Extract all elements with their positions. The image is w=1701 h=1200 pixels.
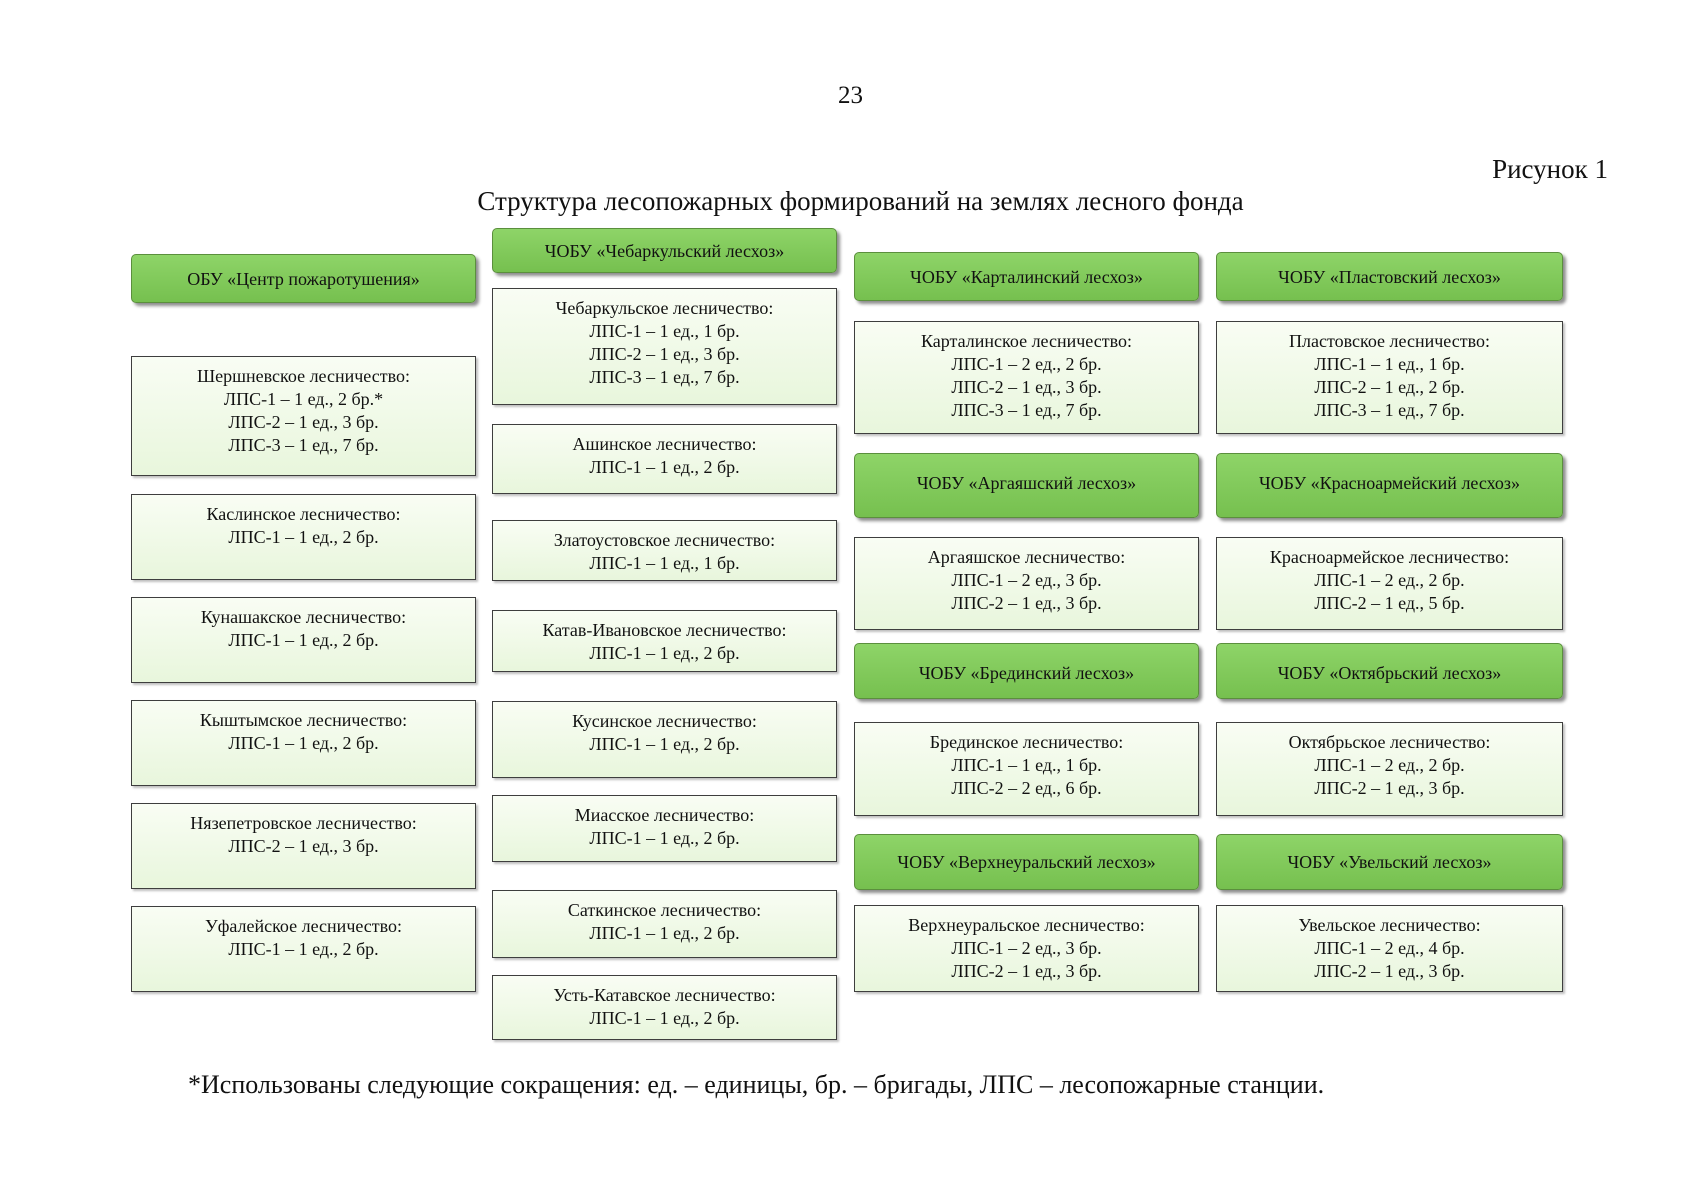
station-line: ЛПС-3 – 1 ед., 7 бр. xyxy=(951,400,1102,420)
station-line: ЛПС-1 – 2 ед., 4 бр. xyxy=(1314,938,1465,958)
station-line: ЛПС-2 – 1 ед., 3 бр. xyxy=(951,593,1102,613)
station-line: ЛПС-2 – 1 ед., 2 бр. xyxy=(1314,377,1465,397)
header-plast: ЧОБУ «Пластовский лесхоз» xyxy=(1216,252,1563,301)
forestry-box xyxy=(1216,905,1563,992)
station-line: ЛПС-1 – 2 ед., 2 бр. xyxy=(1314,570,1465,590)
station-line: ЛПС-1 – 1 ед., 2 бр. xyxy=(228,630,379,650)
station-line: ЛПС-2 – 1 ед., 3 бр. xyxy=(1314,961,1465,981)
forestry-box xyxy=(854,722,1199,816)
header-obu-fire-center: ОБУ «Центр пожаротушения» xyxy=(131,254,476,303)
header-krasnoarmeysk: ЧОБУ «Красноармейский лесхоз» xyxy=(1216,453,1563,518)
forestry-name: Чебаркульское лесничество: xyxy=(555,298,774,318)
header-verkhneuralsk: ЧОБУ «Верхнеуральский лесхоз» xyxy=(854,834,1199,890)
station-line: ЛПС-2 – 2 ед., 6 бр. xyxy=(951,778,1102,798)
forestry-name: Красноармейское лесничество: xyxy=(1269,547,1510,567)
forestry-box xyxy=(854,905,1199,992)
station-line: ЛПС-3 – 1 ед., 7 бр. xyxy=(228,435,379,455)
forestry-name: Пластовское лесничество: xyxy=(1289,331,1490,351)
forestry-name: Шершневское лесничество: xyxy=(197,366,410,386)
forestry-box xyxy=(1216,321,1563,434)
station-line: ЛПС-1 – 1 ед., 2 бр. xyxy=(589,923,740,943)
forestry-name: Октябрьское лесничество: xyxy=(1288,732,1491,752)
forestry-box xyxy=(1216,722,1563,816)
forestry-name: Усть-Катавское лесничество: xyxy=(553,985,776,1005)
header-chebarkul: ЧОБУ «Чебаркульский лесхоз» xyxy=(492,228,837,273)
forestry-name: Кыштымское лесничество: xyxy=(199,710,408,730)
station-line: ЛПС-1 – 1 ед., 2 бр. xyxy=(589,1008,740,1028)
station-line: ЛПС-2 – 1 ед., 5 бр. xyxy=(1314,593,1465,613)
forestry-name: Увельское лесничество: xyxy=(1298,915,1481,935)
station-line: ЛПС-1 – 2 ед., 3 бр. xyxy=(951,938,1102,958)
forestry-name: Уфалейское лесничество: xyxy=(204,916,403,936)
station-line: ЛПС-1 – 1 ед., 2 бр. xyxy=(589,734,740,754)
station-line: ЛПС-1 – 1 ед., 1 бр. xyxy=(589,321,740,341)
forestry-name: Нязепетровское лесничество: xyxy=(190,813,417,833)
forestry-box xyxy=(492,795,837,862)
footnote: *Использованы следующие сокращения: ед. – единицы, бр. – бригады, ЛПС – лесопожарные станции. xyxy=(188,1070,1325,1099)
header-argayash: ЧОБУ «Аргаяшский лесхоз» xyxy=(854,453,1199,518)
forestry-name: Карталинское лесничество: xyxy=(921,331,1132,351)
station-line: ЛПС-1 – 1 ед., 2 бр. xyxy=(589,457,740,477)
forestry-box xyxy=(131,494,476,580)
station-line: ЛПС-1 – 1 ед., 2 бр.* xyxy=(223,389,384,409)
station-line: ЛПС-1 – 2 ед., 2 бр. xyxy=(1314,755,1465,775)
forestry-box xyxy=(131,803,476,889)
forestry-box xyxy=(492,890,837,958)
header-uvelsky: ЧОБУ «Увельский лесхоз» xyxy=(1216,834,1563,890)
forestry-name: Саткинское лесничество: xyxy=(567,900,762,920)
forestry-box xyxy=(854,537,1199,630)
forestry-name: Аргаяшское лесничество: xyxy=(927,547,1126,567)
station-line: ЛПС-2 – 1 ед., 3 бр. xyxy=(1314,778,1465,798)
forestry-name: Ашинское лесничество: xyxy=(572,434,757,454)
station-line: ЛПС-3 – 1 ед., 7 бр. xyxy=(1314,400,1465,420)
forestry-box xyxy=(1216,537,1563,630)
forestry-box xyxy=(492,975,837,1040)
header-oktyabrsky: ЧОБУ «Октябрьский лесхоз» xyxy=(1216,643,1563,699)
forestry-box xyxy=(492,424,837,494)
station-line: ЛПС-1 – 2 ед., 2 бр. xyxy=(951,354,1102,374)
station-line: ЛПС-1 – 1 ед., 1 бр. xyxy=(951,755,1102,775)
header-kartaly: ЧОБУ «Карталинский лесхоз» xyxy=(854,252,1199,301)
station-line: ЛПС-2 – 1 ед., 3 бр. xyxy=(589,344,740,364)
forestry-name: Златоустовское лесничество: xyxy=(553,530,776,550)
station-line: ЛПС-3 – 1 ед., 7 бр. xyxy=(589,367,740,387)
station-line: ЛПС-1 – 1 ед., 2 бр. xyxy=(228,527,379,547)
forestry-name: Катав-Ивановское лесничество: xyxy=(542,620,787,640)
forestry-name: Брединское лесничество: xyxy=(929,732,1124,752)
forestry-name: Кунашакское лесничество: xyxy=(200,607,407,627)
page-number: 23 xyxy=(838,82,863,109)
forestry-name: Миасское лесничество: xyxy=(574,805,755,825)
station-line: ЛПС-2 – 1 ед., 3 бр. xyxy=(228,412,379,432)
forestry-name: Верхнеуральское лесничество: xyxy=(908,915,1145,935)
forestry-name: Кусинское лесничество: xyxy=(572,711,757,731)
diagram-title: Структура лесопожарных формирований на землях лесного фонда xyxy=(477,186,1244,216)
station-line: ЛПС-1 – 1 ед., 2 бр. xyxy=(589,828,740,848)
forestry-box xyxy=(131,356,476,476)
forestry-box xyxy=(492,701,837,778)
forestry-box xyxy=(131,700,476,786)
forestry-box xyxy=(492,520,837,581)
station-line: ЛПС-1 – 1 ед., 2 бр. xyxy=(589,643,740,663)
forestry-box xyxy=(854,321,1199,434)
header-bredy: ЧОБУ «Брединский лесхоз» xyxy=(854,643,1199,699)
forestry-box xyxy=(131,906,476,992)
station-line: ЛПС-1 – 1 ед., 2 бр. xyxy=(228,939,379,959)
figure-label: Рисунок 1 xyxy=(1492,154,1608,184)
forestry-box xyxy=(492,610,837,672)
forestry-box xyxy=(492,288,837,405)
forestry-name: Каслинское лесничество: xyxy=(206,504,401,524)
station-line: ЛПС-1 – 1 ед., 2 бр. xyxy=(228,733,379,753)
station-line: ЛПС-2 – 1 ед., 3 бр. xyxy=(228,836,379,856)
station-line: ЛПС-2 – 1 ед., 3 бр. xyxy=(951,377,1102,397)
station-line: ЛПС-1 – 1 ед., 1 бр. xyxy=(1314,354,1465,374)
station-line: ЛПС-1 – 2 ед., 3 бр. xyxy=(951,570,1102,590)
station-line: ЛПС-1 – 1 ед., 1 бр. xyxy=(589,553,740,573)
forestry-box xyxy=(131,597,476,683)
station-line: ЛПС-2 – 1 ед., 3 бр. xyxy=(951,961,1102,981)
